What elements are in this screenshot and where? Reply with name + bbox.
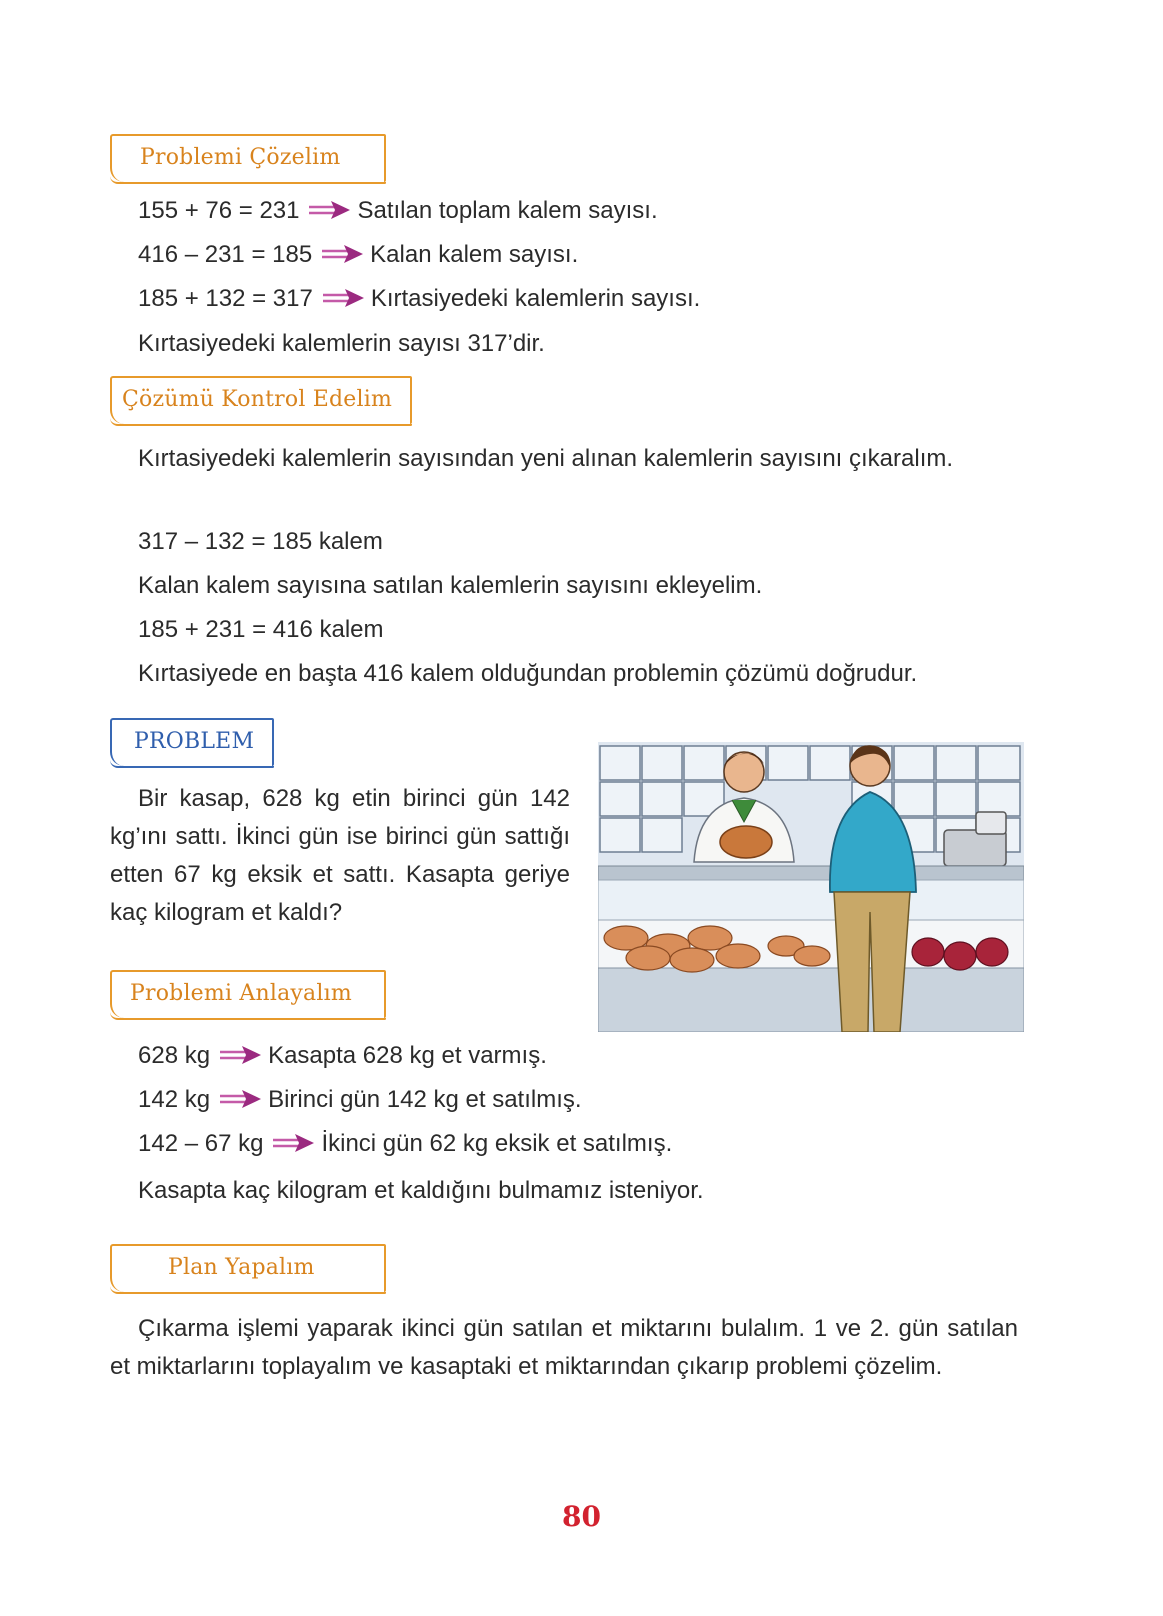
- explanation: Kalan kalem sayısı.: [370, 241, 579, 268]
- expression: 155 + 76 = 231: [138, 197, 300, 224]
- section-title: Problemi Anlayalım: [130, 981, 352, 1006]
- understand-line-1: [138, 1041, 547, 1071]
- section-tag-kontrol: [110, 376, 412, 424]
- solution-conclusion: Kırtasiyedeki kalemlerin sayısı 317’dir.: [138, 330, 545, 357]
- expression: 628 kg: [138, 1042, 211, 1069]
- explanation: Birinci gün 142 kg et satılmış.: [268, 1086, 582, 1113]
- section-tag-problemi-cozelim: [110, 134, 386, 182]
- check-paragraph-3: Kırtasiyede en başta 416 kalem olduğundan problemin çözümü doğrudur.: [138, 660, 918, 687]
- understand-conclusion: Kasapta kaç kilogram et kaldığını bulmamız isteniyor.: [138, 1177, 704, 1204]
- explanation: Kasapta 628 kg et varmış.: [268, 1042, 547, 1069]
- solution-line-1: [138, 196, 658, 226]
- explanation: Kırtasiyedeki kalemlerin sayısı.: [370, 285, 701, 312]
- explanation: İkinci gün 62 kg eksik et satılmış.: [321, 1130, 673, 1157]
- problem-text: [110, 780, 570, 932]
- problem-statement: Bir kasap, 628 kg etin birinci gün 142 kg’ını sattı. İkinci gün ise birinci gün sattığı etten 67 kg eksik et sattı. Kasapta geriye kaç kilogram et kaldı?: [110, 785, 570, 926]
- section-tag-problem: [110, 718, 274, 766]
- check-equation-1: 317 – 132 = 185 kalem: [138, 528, 383, 555]
- check-equation-2: 185 + 231 = 416 kalem: [138, 616, 384, 643]
- understand-line-2: [138, 1085, 582, 1115]
- plan-statement: Çıkarma işlemi yaparak ikinci gün satılan et miktarını bulalım. 1 ve 2. gün satılan et miktarlarını toplayalım ve kasaptaki et miktarından çıkarıp problemi çözelim.: [110, 1315, 1018, 1380]
- section-title: Çözümü Kontrol Edelim: [122, 387, 393, 412]
- solution-line-2: [138, 240, 578, 270]
- section-tag-plan: [110, 1244, 386, 1292]
- check-paragraph-1: [110, 440, 1018, 478]
- explanation: Satılan toplam kalem sayısı.: [357, 197, 658, 224]
- butcher-shop-illustration: [598, 742, 1024, 1032]
- understand-line-3: [138, 1129, 672, 1159]
- section-title: Plan Yapalım: [168, 1255, 315, 1280]
- expression: 185 + 132 = 317: [138, 285, 313, 312]
- arrow-right-icon: [271, 1133, 315, 1153]
- section-title: PROBLEM: [134, 729, 255, 754]
- arrow-right-icon: [307, 200, 351, 220]
- section-tag-anlayalim: [110, 970, 386, 1018]
- section-title: Problemi Çözelim: [140, 145, 341, 170]
- arrow-right-icon: [320, 244, 364, 264]
- arrow-right-icon: [218, 1045, 262, 1065]
- plan-text: [110, 1310, 1018, 1386]
- expression: 142 – 67 kg: [138, 1130, 264, 1157]
- expression: 142 kg: [138, 1086, 211, 1113]
- page-number: 80: [562, 1500, 601, 1533]
- check-paragraph-2: Kalan kalem sayısına satılan kalemlerin sayısını ekleyelim.: [138, 572, 763, 599]
- arrow-right-icon: [321, 288, 365, 308]
- check-text-1: Kırtasiyedeki kalemlerin sayısından yeni alınan kalemlerin sayısını çıkaralım.: [138, 445, 954, 472]
- solution-line-3: [138, 284, 700, 314]
- expression: 416 – 231 = 185: [138, 241, 313, 268]
- arrow-right-icon: [218, 1089, 262, 1109]
